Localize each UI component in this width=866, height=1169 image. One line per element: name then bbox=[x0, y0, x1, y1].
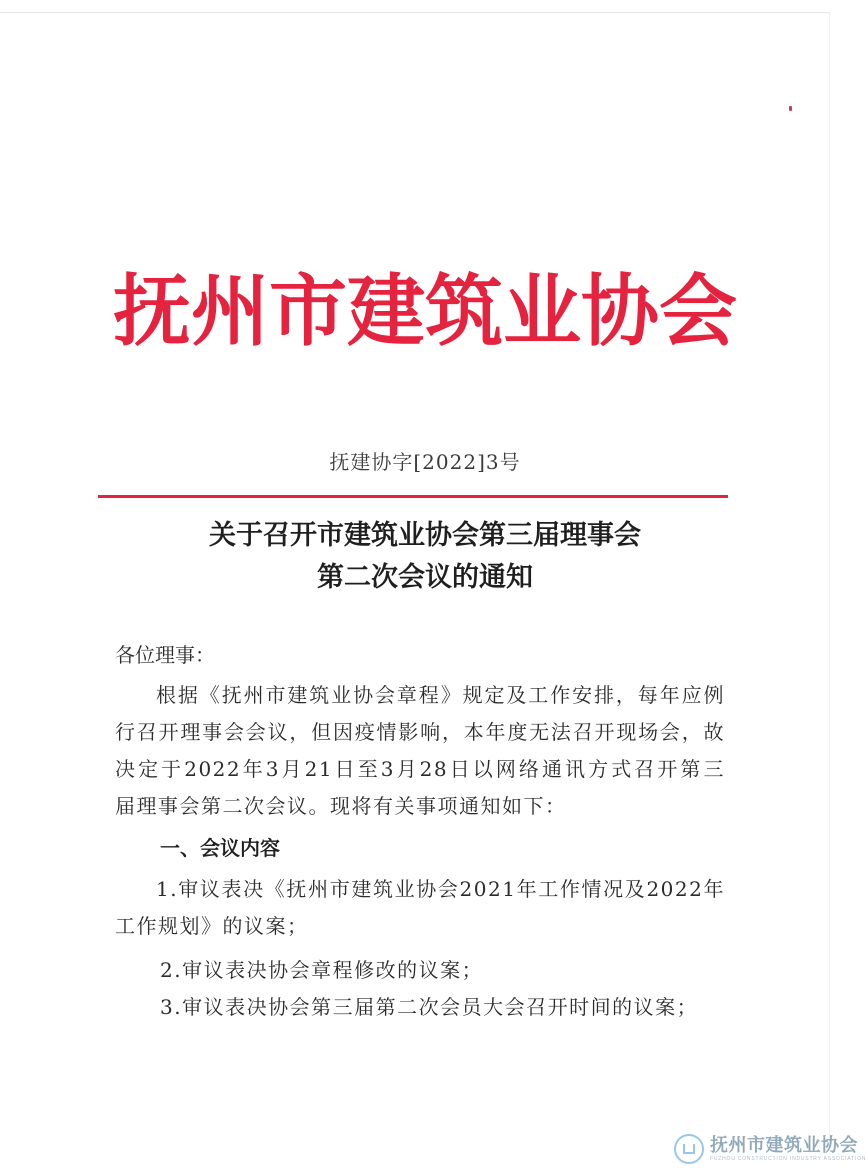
watermark-text bbox=[710, 1136, 866, 1162]
agenda-item-1 bbox=[115, 871, 725, 945]
watermark-name-cn: 抚州市建筑业协会 bbox=[710, 1135, 858, 1156]
notice-title-line-2: 第二次会议的通知 bbox=[317, 562, 533, 593]
association-watermark bbox=[674, 1132, 866, 1166]
body-line: 决定于2022年3月21日至3月28日以网络通讯方式召开第三 bbox=[115, 757, 725, 781]
agenda-item-3: 3.审议表决协会第三届第二次会员大会召开时间的议案； bbox=[160, 995, 699, 1019]
agenda-item-1-line-1: 1.审议表决《抚州市建筑业协会2021年工作情况及2022年 bbox=[156, 877, 725, 901]
watermark-name-en: FUZHOU CONSTRUCTION INDUSTRY ASSOCIATION bbox=[710, 1156, 866, 1162]
salutation: 各位理事： bbox=[115, 643, 215, 667]
scan-top-edge bbox=[0, 12, 830, 13]
body-line: 行召开理事会会议，但因疫情影响，本年度无法召开现场会，故 bbox=[115, 720, 725, 744]
letterhead-red-rule bbox=[98, 495, 728, 498]
section-heading: 一、会议内容 bbox=[160, 836, 280, 860]
body-paragraph bbox=[115, 677, 725, 825]
notice-title-line-1: 关于召开市建筑业协会第三届理事会 bbox=[209, 520, 641, 551]
letterhead-organization: 抚州市建筑业协会 bbox=[112, 266, 737, 357]
notice-title bbox=[0, 515, 850, 599]
scan-speck bbox=[789, 106, 792, 111]
body-line: 届理事会第二次会议。现将有关事项通知如下： bbox=[115, 794, 567, 818]
agenda-item-2: 2.审议表决协会章程修改的议案； bbox=[160, 958, 484, 982]
body-line: 根据《抚州市建筑业协会章程》规定及工作安排，每年应例 bbox=[156, 683, 725, 707]
document-number: 抚建协字[2022]3号 bbox=[329, 450, 521, 474]
agenda-item-1-line-2: 工作规划》的议案； bbox=[115, 914, 309, 938]
association-logo-icon bbox=[674, 1134, 704, 1164]
